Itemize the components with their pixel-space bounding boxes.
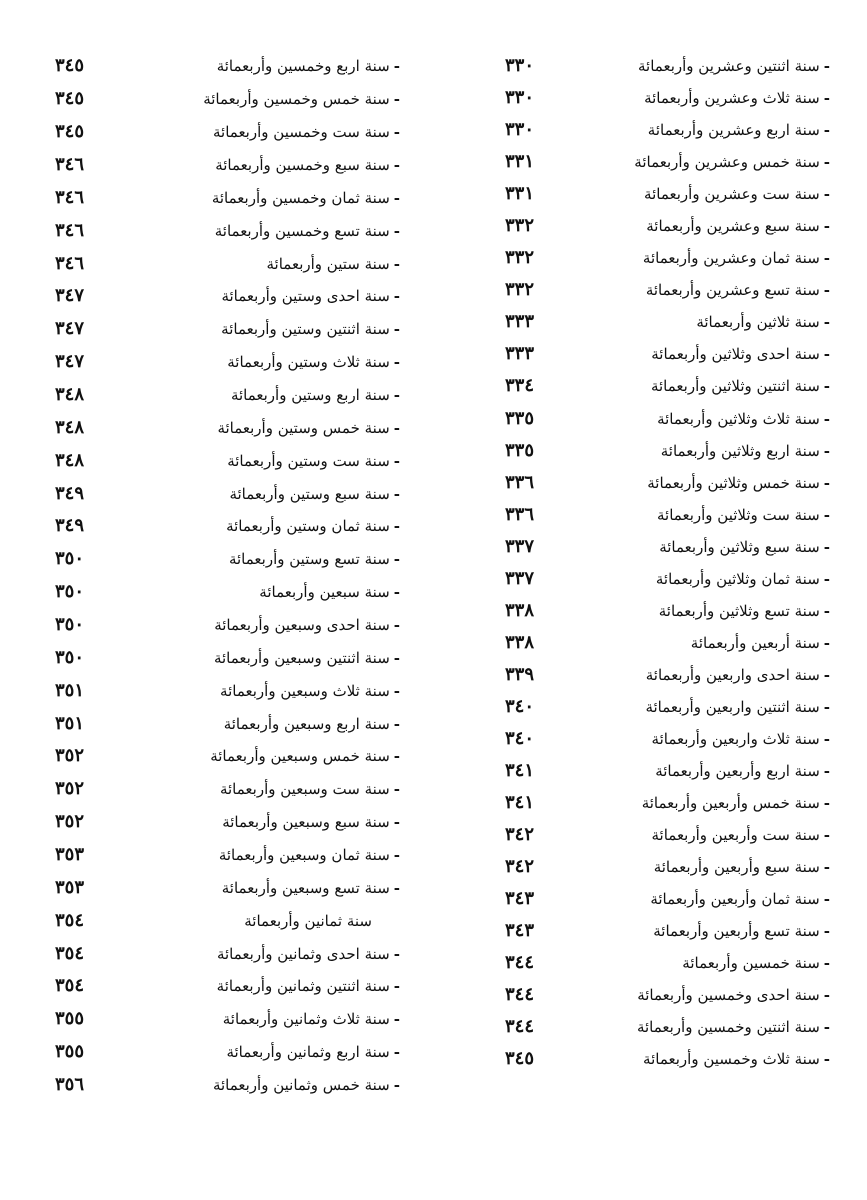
entry-label: سنة اربع وثمانين وأربعمائة (226, 1043, 390, 1062)
entry-label: سنة خمس وخمسين وأربعمائة (203, 90, 390, 109)
entry-page-number: ٣٣٣ (505, 343, 535, 365)
index-entry (505, 627, 830, 659)
index-entry (505, 691, 830, 723)
entry-dash: - (393, 451, 400, 470)
entry-page-number: ٣٥٣ (55, 876, 85, 898)
entry-label: سنة خمس وستين وأربعمائة (217, 418, 390, 437)
index-entry (55, 379, 400, 412)
entry-dash: - (393, 123, 400, 142)
entry-label: سنة ثلاث وستين وأربعمائة (227, 353, 390, 372)
index-entry (55, 444, 400, 477)
index-entry (505, 1011, 830, 1043)
index-entry (55, 116, 400, 149)
entry-dash: - (393, 484, 400, 503)
entry-label: سنة ستين وأربعمائة (266, 254, 390, 273)
entry-label: سنة ثلاث وعشرين وأربعمائة (644, 89, 820, 108)
entry-page-number: ٣٤٢ (505, 824, 535, 846)
index-entry (55, 247, 400, 280)
entry-dash: - (393, 977, 400, 996)
entry-dash: - (823, 601, 830, 620)
index-entry (55, 674, 400, 707)
entry-page-number: ٣٣٥ (505, 439, 535, 461)
entry-label: سنة سبع وأربعين وأربعمائة (653, 858, 820, 877)
entry-label: سنة سبع وثلاثين وأربعمائة (659, 537, 820, 556)
entry-label: سنة ست وستين وأربعمائة (227, 451, 390, 470)
entry-page-number: ٣٤٥ (55, 121, 85, 143)
entry-label: سنة ثلاثين وأربعمائة (696, 313, 820, 332)
entry-label: سنة خمسين وأربعمائة (682, 954, 820, 973)
index-entry (55, 740, 400, 773)
entry-label: سنة احدى وستين وأربعمائة (221, 287, 390, 306)
entry-label: سنة خمس وعشرين وأربعمائة (634, 153, 820, 172)
entry-page-number: ٣٥٤ (55, 909, 85, 931)
index-entry (505, 563, 830, 595)
entry-dash: - (393, 878, 400, 897)
index-entry (505, 50, 830, 82)
entry-page-number: ٣٥٢ (55, 745, 85, 767)
entry-page-number: ٣٥٦ (55, 1074, 85, 1096)
entry-label: سنة سبع وعشرين وأربعمائة (646, 217, 820, 236)
index-entry (55, 1036, 400, 1069)
entry-dash: - (823, 986, 830, 1005)
index-entry (505, 435, 830, 467)
entry-label: سنة ثمان وأربعين وأربعمائة (650, 890, 820, 909)
entry-label: سنة تسع وخمسين وأربعمائة (214, 221, 390, 240)
entry-label: سنة ست وأربعين وأربعمائة (651, 826, 820, 845)
entry-page-number: ٣٣٢ (505, 247, 535, 269)
entry-dash: - (823, 153, 830, 172)
index-entry (55, 50, 400, 83)
entry-dash: - (823, 185, 830, 204)
index-entry (55, 280, 400, 313)
entry-dash: - (823, 954, 830, 973)
entry-page-number: ٣٤٩ (55, 515, 85, 537)
entry-dash: - (823, 313, 830, 332)
index-column-right (505, 50, 830, 1076)
entry-dash: - (823, 762, 830, 781)
entry-page-number: ٣٤٨ (55, 416, 85, 438)
entry-dash: - (393, 648, 400, 667)
index-entry (55, 83, 400, 116)
entry-page-number: ٣٤٥ (55, 88, 85, 110)
entry-label: سنة ثلاث وخمسين وأربعمائة (643, 1050, 820, 1069)
index-entry (505, 178, 830, 210)
entry-page-number: ٣٣٦ (505, 471, 535, 493)
entry-dash: - (823, 890, 830, 909)
index-entry (505, 819, 830, 851)
index-entry (55, 773, 400, 806)
index-entry (505, 755, 830, 787)
entry-page-number: ٣٣١ (505, 183, 535, 205)
entry-page-number: ٣٣٢ (505, 279, 535, 301)
entry-dash: - (393, 846, 400, 865)
entry-dash: - (823, 1018, 830, 1037)
entry-label: سنة ست وعشرين وأربعمائة (644, 185, 820, 204)
entry-page-number: ٣٤٠ (505, 695, 535, 717)
entry-dash: - (393, 188, 400, 207)
index-column-left (55, 50, 400, 1102)
index-entry (55, 904, 400, 937)
index-entry (505, 306, 830, 338)
entry-dash: - (823, 922, 830, 941)
index-entry (505, 467, 830, 499)
entry-page-number: ٣٥٣ (55, 844, 85, 866)
index-entry (505, 114, 830, 146)
entry-page-number: ٣٣٠ (505, 119, 535, 141)
index-entry (505, 723, 830, 755)
entry-label: سنة اثنتين وعشرين وأربعمائة (638, 57, 820, 76)
entry-page-number: ٣٥٠ (55, 548, 85, 570)
entry-dash: - (393, 1010, 400, 1029)
entry-dash: - (823, 858, 830, 877)
entry-label: سنة ثمان وستين وأربعمائة (226, 517, 390, 536)
entry-label: سنة اثنتين وخمسين وأربعمائة (636, 1018, 820, 1037)
entry-page-number: ٣٥٤ (55, 975, 85, 997)
entry-label: سنة اثنتين واربعين وأربعمائة (645, 697, 820, 716)
index-entry (55, 346, 400, 379)
entry-label: سنة خمس وثلاثين وأربعمائة (647, 473, 820, 492)
entry-dash: - (393, 353, 400, 372)
index-entry (55, 543, 400, 576)
index-entry (505, 403, 830, 435)
entry-dash: - (823, 345, 830, 364)
entry-page-number: ٣٤١ (505, 792, 535, 814)
entry-page-number: ٣٤٤ (505, 952, 535, 974)
index-entry (55, 149, 400, 182)
entry-label: سنة اربع وستين وأربعمائة (230, 386, 390, 405)
entry-dash: - (393, 583, 400, 602)
entry-page-number: ٣٥٤ (55, 942, 85, 964)
entry-dash: - (393, 813, 400, 832)
index-entry (55, 313, 400, 346)
index-entry (505, 338, 830, 370)
entry-page-number: ٣٣٢ (505, 215, 535, 237)
entry-page-number: ٣٣٧ (505, 535, 535, 557)
entry-label: سنة سبع وستين وأربعمائة (229, 484, 390, 503)
entry-dash: - (823, 537, 830, 556)
entry-page-number: ٣٤٨ (55, 449, 85, 471)
entry-page-number: ٣٤٠ (505, 728, 535, 749)
entry-dash: - (393, 714, 400, 733)
entry-dash: - (823, 281, 830, 300)
entry-page-number: ٣٥٥ (55, 1041, 85, 1063)
entry-dash: - (823, 473, 830, 492)
entry-label: سنة خمس وأربعين وأربعمائة (641, 794, 820, 813)
index-entry (505, 659, 830, 691)
entry-dash: - (393, 944, 400, 963)
entry-dash: - (823, 441, 830, 460)
entry-label: سنة سبع وسبعين وأربعمائة (222, 813, 390, 832)
index-entry (505, 851, 830, 883)
entry-label: سنة ثمان وسبعين وأربعمائة (218, 846, 390, 865)
entry-dash: - (823, 826, 830, 845)
entry-dash: - (823, 217, 830, 236)
entry-label: سنة اربع وخمسين وأربعمائة (216, 57, 390, 76)
entry-label: سنة ثلاث وسبعين وأربعمائة (220, 681, 390, 700)
index-entry (505, 242, 830, 274)
entry-label: سنة تسع وثلاثين وأربعمائة (658, 601, 820, 620)
entry-dash: - (393, 386, 400, 405)
entry-page-number: ٣٣٠ (505, 55, 535, 77)
index-entry (505, 82, 830, 114)
entry-dash: - (823, 633, 830, 652)
entry-label: سنة تسع وأربعين وأربعمائة (653, 922, 820, 941)
entry-label: سنة ثمان وعشرين وأربعمائة (642, 249, 820, 268)
index-entry (55, 214, 400, 247)
index-entry (55, 970, 400, 1003)
index-entry (505, 787, 830, 819)
entry-label: سنة احدى واربعين وأربعمائة (645, 665, 820, 684)
entry-dash: - (393, 418, 400, 437)
entry-page-number: ٣٣٠ (505, 87, 535, 109)
entry-page-number: ٣٤١ (505, 760, 535, 782)
entry-label: سنة سبع وخمسين وأربعمائة (215, 156, 390, 174)
index-entry (55, 806, 400, 839)
entry-dash: - (823, 569, 830, 588)
entry-page-number: ٣٤٧ (55, 318, 85, 340)
entry-page-number: ٣٤٥ (505, 1048, 535, 1070)
entry-dash: - (823, 505, 830, 524)
index-entry (55, 477, 400, 510)
entry-dash: - (393, 287, 400, 306)
entry-label: سنة اثنتين وثمانين وأربعمائة (216, 977, 390, 996)
index-entry (55, 707, 400, 740)
entry-label: سنة سبعين وأربعمائة (259, 583, 390, 602)
entry-page-number: ٣٤٤ (505, 984, 535, 1006)
index-entry (55, 1069, 400, 1102)
index-entry (55, 576, 400, 609)
entry-page-number: ٣٥١ (55, 712, 85, 734)
entry-page-number: ٣٥٠ (55, 581, 85, 603)
index-entry (55, 839, 400, 872)
entry-page-number: ٣٥٢ (55, 811, 85, 833)
entry-label: سنة ست وسبعين وأربعمائة (219, 780, 390, 799)
entry-page-number: ٣٥٢ (55, 778, 85, 800)
entry-dash: - (823, 794, 830, 813)
entry-dash: - (823, 730, 830, 748)
entry-label: سنة اثنتين وسبعين وأربعمائة (213, 648, 390, 667)
entry-label: سنة اثنتين وثلاثين وأربعمائة (650, 377, 820, 396)
entry-page-number: ٣٣٣ (505, 311, 535, 333)
entry-label: سنة ثلاث وثلاثين وأربعمائة (657, 409, 820, 428)
entry-label: سنة ثلاث واربعين وأربعمائة (651, 730, 820, 748)
entry-page-number: ٣٣٨ (505, 599, 535, 621)
index-entry (55, 609, 400, 642)
entry-page-number: ٣٣١ (505, 151, 535, 173)
entry-page-number: ٣٥٥ (55, 1008, 85, 1030)
entry-dash: - (393, 221, 400, 240)
entry-dash: - (823, 1050, 830, 1069)
entry-dash: - (393, 780, 400, 799)
entry-label: سنة أربعين وأربعمائة (690, 633, 820, 652)
entry-label: سنة ثمان وثلاثين وأربعمائة (655, 569, 820, 588)
index-entry (505, 499, 830, 531)
index-entry (505, 1043, 830, 1075)
index-entry (505, 370, 830, 402)
entry-dash: - (393, 254, 400, 273)
entry-dash: - (823, 697, 830, 716)
entry-label: سنة اربع وأربعين وأربعمائة (655, 762, 820, 781)
entry-page-number: ٣٤٧ (55, 351, 85, 373)
entry-page-number: ٣٤٦ (55, 154, 85, 175)
index-entry (505, 979, 830, 1011)
entry-dash: - (393, 90, 400, 109)
entry-dash: - (823, 121, 830, 140)
entry-page-number: ٣٣٦ (505, 503, 535, 525)
entry-label: سنة اثنتين وستين وأربعمائة (221, 320, 390, 339)
entry-label: سنة تسع وعشرين وأربعمائة (645, 281, 820, 300)
entry-page-number: ٣٤٤ (505, 1016, 535, 1038)
entry-dash: - (823, 377, 830, 396)
entry-page-number: ٣٥٠ (55, 646, 85, 668)
entry-label: سنة احدى وثلاثين وأربعمائة (651, 345, 820, 364)
entry-dash: - (393, 550, 400, 569)
entry-page-number: ٣٤٨ (55, 384, 85, 406)
entry-dash: - (823, 409, 830, 428)
entry-page-number: ٣٤٢ (505, 856, 535, 878)
index-entry (55, 641, 400, 674)
entry-dash: - (393, 320, 400, 339)
index-entry (505, 531, 830, 563)
index-entry (55, 510, 400, 543)
entry-dash: - (393, 57, 400, 76)
entry-page-number: ٣٤٣ (505, 888, 535, 910)
entry-page-number: ٣٤٣ (505, 920, 535, 942)
entry-page-number: ٣٥١ (55, 679, 85, 701)
entry-label: سنة اربع وسبعين وأربعمائة (223, 714, 390, 733)
entry-dash: - (393, 747, 400, 766)
entry-dash: - (393, 1076, 400, 1095)
entry-dash: - (393, 156, 400, 174)
entry-label: سنة ثمانين وأربعمائة (244, 911, 372, 930)
entry-label: سنة ثمان وخمسين وأربعمائة (211, 188, 390, 207)
entry-dash: - (823, 57, 830, 76)
entry-page-number: ٣٣٥ (505, 407, 535, 429)
entry-dash: - (393, 1043, 400, 1062)
entry-page-number: ٣٤٦ (55, 186, 85, 208)
index-entry (505, 915, 830, 947)
entry-page-number: ٣٣٤ (505, 375, 535, 397)
entry-dash: - (393, 616, 400, 635)
entry-page-number: ٣٣٨ (505, 631, 535, 653)
entry-page-number: ٣٤٦ (55, 219, 85, 241)
index-entry (505, 595, 830, 627)
entry-label: سنة خمس وسبعين وأربعمائة (210, 747, 390, 766)
entry-label: سنة تسع وستين وأربعمائة (228, 550, 390, 569)
entry-label: سنة ثلاث وثمانين وأربعمائة (222, 1010, 390, 1029)
entry-dash: - (823, 665, 830, 684)
entry-label: سنة خمس وثمانين وأربعمائة (212, 1076, 390, 1095)
entry-page-number: ٣٤٧ (55, 285, 85, 307)
entry-dash: - (823, 89, 830, 108)
entry-label: سنة احدى وثمانين وأربعمائة (216, 944, 390, 963)
index-entry (55, 937, 400, 970)
index-entry (55, 1003, 400, 1036)
entry-label: سنة احدى وسبعين وأربعمائة (214, 616, 390, 635)
entry-page-number: ٣٤٩ (55, 482, 85, 504)
index-entry (505, 947, 830, 979)
entry-dash: - (393, 517, 400, 536)
index-entry (55, 181, 400, 214)
index-entry (505, 883, 830, 915)
index-entry (505, 274, 830, 306)
entry-page-number: ٣٥٠ (55, 614, 85, 636)
index-entry (505, 146, 830, 178)
entry-label: سنة احدى وخمسين وأربعمائة (637, 986, 820, 1005)
entry-page-number: ٣٤٥ (55, 55, 85, 77)
entry-dash: - (393, 681, 400, 700)
entry-page-number: ٣٣٧ (505, 567, 535, 589)
entry-dash: - (823, 249, 830, 268)
entry-label: سنة ست وثلاثين وأربعمائة (657, 505, 820, 524)
entry-label: سنة ست وخمسين وأربعمائة (212, 123, 390, 142)
index-entry (505, 210, 830, 242)
entry-label: سنة اربع وعشرين وأربعمائة (647, 121, 820, 140)
index-entry (55, 411, 400, 444)
entry-label: سنة تسع وسبعين وأربعمائة (221, 878, 390, 897)
entry-page-number: ٣٣٩ (505, 663, 535, 685)
entry-page-number: ٣٤٦ (55, 252, 85, 274)
index-entry (55, 871, 400, 904)
entry-label: سنة اربع وثلاثين وأربعمائة (660, 441, 820, 460)
